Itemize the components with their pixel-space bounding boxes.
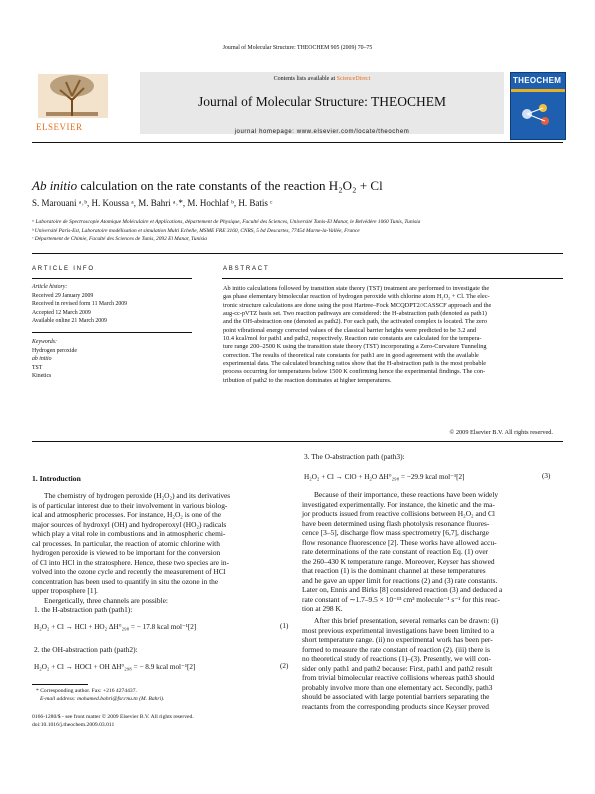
text-line: should be associated with large potential barriers separating the [302, 692, 490, 701]
author-list: S. Marouani ᵃ˒ᵇ, H. Koussa ᵃ, M. Bahri ᵃ˒*, M. Hochlaf ᵇ, H. Batis ᶜ [32, 198, 273, 208]
text-line: which play a vital role in combustions and in atmospheric chemi- [32, 529, 226, 538]
text-line: upper troposphere [1]. [32, 586, 98, 595]
elsevier-tree-icon [32, 70, 132, 122]
text-line: rate constant of ∼1.7–9.5 × 10⁻¹³ cm³ molecule⁻¹ s⁻¹ for this reac- [302, 594, 500, 604]
text-line: is of particular interest due to their involvement in various biolog- [32, 500, 228, 510]
molecule-icon [517, 99, 557, 129]
running-header: Journal of Molecular Structure: THEOCHEM 905 (2009) 70–75 [222, 45, 373, 51]
footnote-corresponding: * Corresponding author. Fax: +216 4274437. [36, 688, 137, 694]
text-line: reactants from the corresponding products since Keyser proved [302, 701, 489, 711]
abstract-line: gas phase elementary bimolecular reaction of hydrogen peroxide with chlorine atom H₂O₂ + Cl. The elec- [223, 293, 490, 301]
equation-1-number: (1) [280, 622, 289, 630]
article-title-rest: calculation on the rate constants of the reaction H₂O₂ + Cl [77, 178, 383, 193]
keyword-item: ab initio [32, 356, 52, 362]
contents-prefix: Contents lists available at [273, 76, 337, 82]
abstract-line: ture range 200–2500 K using the transition state theory (TST) incorporating a Zero-Curvature Tunneling [223, 343, 487, 351]
path1-label: 1. the H-abstraction path (path1): [34, 605, 133, 614]
cover-stripe [511, 89, 565, 92]
text-line: volved into the ozone cycle and recently the measurement of HCl [32, 567, 226, 576]
keyword-item: Hydrogen peroxide [32, 347, 77, 354]
contents-line [140, 76, 504, 82]
text-line: Energetically, three channels are possible: [44, 595, 168, 605]
text-line: Later on, Ennis and Birks [8] considered reaction (3) and deduced a [302, 585, 503, 594]
journal-masthead [32, 70, 563, 143]
text-line: hydrogen peroxide is viewed to be important for the conversion [32, 548, 221, 557]
text-line: After this brief presentation, several remarks can be drawn: (i) [314, 616, 499, 625]
equation-3: H₂O₂ + Cl → ClO + H₂O ΔH°₂₉₈ = −29.9 kcal mol⁻¹[2] [304, 473, 465, 481]
abstract-body [223, 285, 563, 385]
abstract-line: correction. The results of theoretical rate constants for path1 are in good agreement with the available [223, 351, 479, 359]
intro-paragraph-1 [32, 491, 294, 605]
keyword-item: TST [32, 364, 43, 371]
issn-line: 0166-1280/$ - see front matter © 2009 Elsevier B.V. All rights reserved. [32, 714, 194, 720]
text-line: Because of their importance, these reactions have been widely [314, 490, 499, 499]
path3-label: 3. The O-abstraction path (path3): [304, 452, 405, 461]
article-info-heading: ARTICLE INFO [32, 266, 95, 272]
text-line: cence [3–5], discharge flow mass spectrometry [6,7], discharge [302, 528, 489, 537]
text-line: sider only path1 and path2 because: First, path1 and path2 result [302, 663, 493, 673]
history-received: Received 29 January 2009 [32, 292, 94, 299]
keywords-rule [32, 332, 192, 333]
text-line: tion at 298 K. [302, 604, 343, 613]
text-line: that reaction (1) is the dominant channel at these temperatures [302, 566, 486, 575]
footnote-rule [32, 684, 88, 685]
abstract-heading: ABSTRACT [223, 266, 270, 272]
abstract-line: process occurring for temperatures below 1500 K confirming hence the experimental findings. The con- [223, 368, 486, 376]
abstract-rule [222, 278, 563, 279]
equation-1: H₂O₂ + Cl → HCl + HO₂ ΔH°₂₉₈ = − 17.8 kcal mol⁻¹[2] [34, 623, 197, 631]
publisher-logo-text: ELSEVIER [36, 122, 83, 132]
title-divider [32, 253, 563, 254]
history-accepted: Accepted 12 March 2009 [32, 309, 91, 316]
article-title [32, 178, 383, 194]
text-line: flow resonance fluorescence [2]. These works have allowed accu- [302, 537, 497, 547]
text-line: cal processes. In particular, the reaction of atomic chlorine with [32, 538, 220, 548]
text-line: rate determinations of the rate constant of reaction Eq. (1) over [302, 547, 489, 556]
abstract-line: and the OH-abstraction one (denoted as path2). For each path, the activated complex is located. The zero [223, 318, 488, 326]
keyword-item: Kinetics [32, 373, 52, 379]
text-line: formed to measure the rate constant of reaction (2). (iii) there is [302, 644, 490, 654]
text-line: investigated experimentally. For instance, the kinetic and the ma- [302, 499, 495, 509]
text-line: no theoretical study of reactions (1)–(3). Presently, we will con- [302, 654, 491, 663]
text-line: probably involve more than one elementary act. Secondly, path3 [302, 682, 493, 692]
footnote-email: E-mail address: mohamed.bahri@fsr.rnu.tn (M. Bahri). [40, 696, 165, 702]
intro-paragraph-3 [302, 616, 564, 711]
elsevier-logo [32, 70, 132, 138]
text-line: jor products issued from reactive collisions between H₂O₂ and Cl [302, 509, 495, 518]
doi-line: doi:10.1016/j.theochem.2009.03.011 [32, 722, 115, 728]
journal-homepage-link[interactable]: journal homepage: www.elsevier.com/locate/theochem [234, 129, 410, 135]
abstract-line: experimental data. The calculated branching ratios show that the H-abstraction path is the most probable [223, 360, 487, 368]
journal-cover-thumbnail [510, 72, 566, 140]
text-line: concentration has been used to quantify in situ the ozone in the [32, 576, 219, 586]
text-line: major sources of hydroxyl (OH) and hydroperoxyl (HO₂) radicals [32, 519, 227, 529]
text-line: The chemistry of hydrogen peroxide (H₂O₂) and its derivatives [44, 491, 231, 500]
history-label: Article history: [32, 284, 68, 290]
equation-2: H₂O₂ + Cl → HOCl + OH ΔH°₂₉₈ = − 8.9 kcal mol⁻¹[2] [34, 663, 196, 671]
text-line: have been determined using flash photolysis resonance fluores- [302, 518, 490, 528]
abstract-divider [32, 441, 563, 442]
affiliation-a: ᵃ Laboratoire de Spectroscopie Atomique Moléculaire et Applications, département de Physique, Faculté des Sciences, Université Tunis-El Manar, le Belvédère 1060 Tunis, Tunisia [32, 219, 421, 225]
text-line: ical and atmospheric processes. For instance, H₂O₂ is one of the [32, 510, 222, 519]
equation-3-number: (3) [542, 472, 551, 480]
abstract-line: aug-cc-pVTZ basis set. Two reaction pathways are considered: the H-abstraction path (denoted as path1) [223, 310, 487, 318]
cover-title: THEOCHEM [513, 76, 562, 85]
abstract-line: 10.4 kcal/mol for path1 and path2, respectively. Reaction rate constants are calculated for the tempera- [223, 335, 482, 343]
abstract-line: tribution of path2 to the reaction dominates at higher temperatures. [223, 376, 392, 384]
equation-2-number: (2) [280, 662, 289, 670]
affiliation-c: ᶜ Département de Chimie, Faculté des Sciences de Tunis, 2092 El Manar, Tunisia [32, 236, 207, 242]
history-revised: Received in revised form 11 March 2009 [32, 301, 128, 307]
text-line: the 260–430 K temperature range. Moreover, Keyser has showed [302, 556, 495, 566]
intro-paragraph-2 [302, 490, 564, 614]
text-line: of Cl into HCl in the stratosphere. Hence, these two species are in- [32, 557, 230, 567]
journal-title-panel [140, 72, 504, 134]
path2-label: 2. the OH-abstraction path (path2): [34, 645, 138, 654]
sciencedirect-link[interactable]: ScienceDirect [336, 76, 371, 82]
text-line: most previous experimental investigations have been limited to a [302, 625, 495, 635]
affiliation-b: ᵇ Université Paris-Est, Laboratoire modélisation et simulation Multi Echelle, MSME FRE 3160, CNRS, 5 bd Descartes, 77454 Marne-la-Vallée, France [32, 227, 360, 234]
abstract-line: tronic structure calculations are done using the post Hartree–Fock MCQDPT2//CASSCF approach and the [223, 301, 492, 309]
abstract-line: point vibrational energy corrected values of the classical barrier heights were predicted to be 3.2 and [223, 326, 477, 334]
journal-title: Journal of Molecular Structure: THEOCHEM [198, 94, 446, 109]
text-line: and he gave an upper limit for reactions (2) and (3) rate constants. [302, 575, 498, 585]
section-heading-introduction: 1. Introduction [32, 474, 81, 483]
text-line: from trivial bimolecular reactive collisions whereas path3 should [302, 673, 495, 682]
article-info-rule [32, 278, 192, 279]
abstract-line: Ab initio calculations followed by transition state theory (TST) treatment are performed to investigate the [223, 285, 490, 292]
abstract-copyright: © 2009 Elsevier B.V. All rights reserved. [449, 429, 553, 436]
history-online: Available online 21 March 2009 [32, 318, 107, 324]
keywords-label: Keywords: [32, 339, 57, 345]
article-title-italic: Ab initio [32, 178, 78, 193]
text-line: short temperature range. (ii) no experimental work has been per- [302, 635, 493, 644]
